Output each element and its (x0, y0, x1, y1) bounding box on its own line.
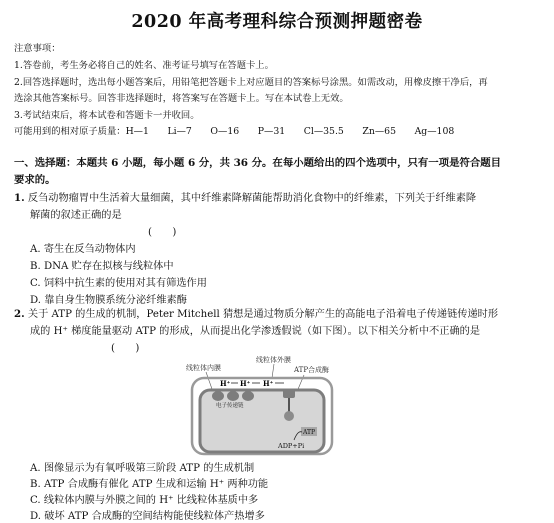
notice-heading: 注意事项： (14, 43, 61, 54)
electron-carrier-protein (212, 391, 224, 401)
atp-synthase-label: ATP合成酶 (294, 366, 330, 374)
q1-option-d: D. 靠自身生物膜系统分泌纤维素酶 (30, 295, 187, 306)
outer-membrane-label: 线粒体外膜 (256, 356, 291, 364)
chemiosmosis-diagram (186, 352, 338, 457)
electron-transport-chain-label: 电子传递链 (216, 403, 244, 409)
notice-item-1: 1.答卷前，考生务必将自己的姓名、准考证号填写在答题卡上。 (14, 60, 274, 71)
section-heading: 一、选择题：本题共 6 小题，每小题 6 分，共 36 分。在每小题给出的四个选项中，只有一项是符合题目 (14, 157, 502, 169)
question-1-text: 反刍动物瘤胃中生活着大量细菌，其中纤维素降解菌能帮助消化食物中的纤维素，下列关于纤维素降 (24, 193, 477, 204)
q2-option-d: D. 破坏 ATP 合成酶的空间结构能使线粒体产热增多 (30, 511, 265, 522)
section-heading-cont: 要求的。 (14, 174, 56, 186)
notice-item-2-cont: 选涂其他答案标号。回答非选择题时，将答案写在答题卡上。写在本试卷上无效。 (14, 93, 349, 104)
atp-synthase (283, 389, 295, 398)
atp-label: ATP (303, 429, 316, 436)
question-1-stem (14, 189, 476, 204)
answer-bracket: ( ) (111, 343, 140, 354)
answer-bracket: ( ) (148, 227, 177, 238)
leader-line (206, 372, 212, 389)
q1-option-c: C. 饲料中抗生素的使用对其有筛选作用 (30, 278, 207, 289)
q2-option-c: C. 线粒体内膜与外膜之间的 H⁺ 比线粒体基质中多 (30, 495, 259, 506)
question-2-stem (14, 305, 498, 320)
q2-option-b: B. ATP 合成酶有催化 ATP 生成和运输 H⁺ 两种功能 (30, 479, 269, 490)
notice-item-3: 3.考试结束后，将本试卷和答题卡一并收回。 (14, 110, 200, 121)
h-plus-ion: H⁺ (220, 379, 231, 388)
electron-carrier-protein (242, 391, 254, 401)
atp-synthase-head (284, 411, 294, 421)
notice-item-2: 2.回答选择题时，选出每小题答案后，用铅笔把答题卡上对应题目的答案标号涂黑。如需改动，用橡皮擦干净后，再 (14, 77, 488, 88)
electron-carrier-protein (227, 391, 239, 401)
inner-membrane-label: 线粒体内膜 (186, 364, 221, 372)
question-2-text: 关于 ATP 的生成的机制，Peter Mitchell 猜想是通过物质分解产生的高能电子沿着电子传递链传递时形 (24, 309, 499, 320)
atomic-mass-line: 可能用到的相对原子质量：H—1 Li—7 O—16 P—31 Cl—35.5 Zn—65 Ag—108 (14, 126, 455, 137)
question-2-stem-cont: 成的 H⁺ 梯度能量驱动 ATP 的形成，从而提出化学渗透假说（如下图）。以下相关分析中不正确的是 (30, 326, 481, 337)
question-number: 2. (14, 308, 25, 320)
adp-label: ADP+Pi (278, 442, 305, 450)
h-plus-ion: H⁺ (263, 379, 274, 388)
q1-option-b: B. DNA 贮存在拟核与线粒体中 (30, 261, 174, 272)
h-plus-ion: H⁺ (240, 379, 251, 388)
exam-title: 2020 年高考理科综合预测押题密卷 (131, 12, 423, 32)
leader-line (272, 364, 274, 378)
question-number: 1. (14, 192, 25, 204)
q1-option-a: A. 寄生在反刍动物体内 (30, 244, 136, 255)
question-1-stem-cont: 解菌的叙述正确的是 (30, 210, 122, 221)
q2-option-a: A. 图像显示为有氧呼吸第三阶段 ATP 的生成机制 (30, 463, 255, 474)
